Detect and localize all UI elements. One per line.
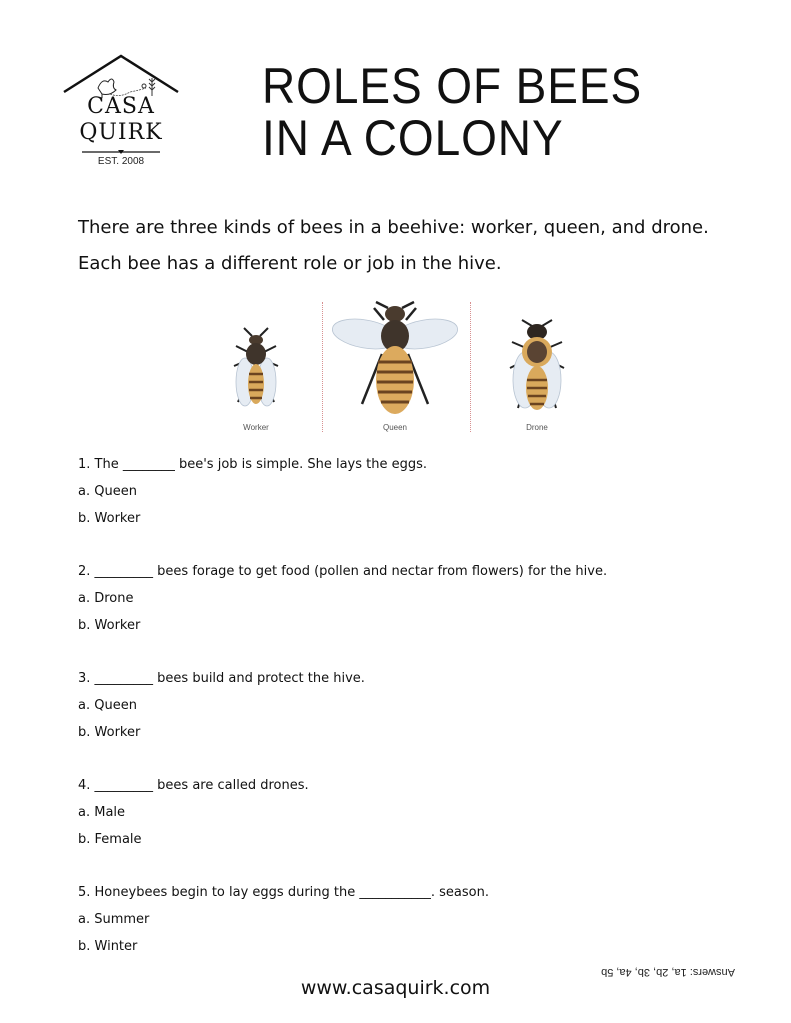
question-5 (78, 883, 607, 964)
answer-key-upside-down: Answers: 1a, 2b, 3b, 4a, 5b (601, 966, 735, 978)
option-a: a. Queen (78, 698, 137, 713)
option-b: b. Worker (78, 618, 141, 633)
bee-label-drone: Drone (526, 423, 548, 432)
bee-label-queen: Queen (382, 423, 408, 432)
option-b: b. Winter (78, 939, 138, 954)
question-stem: 4. _________ bees are called drones. (78, 778, 309, 793)
question-3 (78, 669, 607, 776)
question-stem: 2. _________ bees forage to get food (pollen and nectar from flowers) for the hive. (78, 564, 608, 579)
question-1 (78, 455, 607, 562)
logo-text-quirk: QUIRK (79, 120, 163, 145)
queen-bee-icon (330, 296, 460, 420)
question-stem: 3. _________ bees build and protect the hive. (78, 671, 365, 686)
page-title (262, 60, 642, 164)
divider-left (322, 302, 323, 432)
intro-line-2: Each bee has a different role or job in the hive. (78, 253, 502, 274)
bee-illustration (220, 296, 590, 436)
drone-bee-icon (506, 318, 568, 420)
logo-established: EST. 2008 (97, 156, 145, 167)
bee-label-worker: Worker (243, 423, 269, 432)
casa-quirk-logo (60, 52, 182, 172)
option-a: a. Summer (78, 912, 150, 927)
title-line-1: ROLES OF BEES (262, 58, 643, 114)
logo-text-casa: CASA (87, 94, 155, 119)
option-b: b. Worker (78, 725, 141, 740)
intro-text (78, 210, 709, 282)
option-b: b. Female (78, 832, 142, 847)
website-link[interactable]: www.casaquirk.com (300, 977, 491, 999)
question-4 (78, 776, 607, 883)
question-stem: 1. The ________ bee's job is simple. She lays the eggs. (78, 457, 428, 472)
option-a: a. Male (78, 805, 126, 820)
question-2 (78, 562, 607, 669)
quiz-questions (78, 455, 607, 964)
intro-line-1: There are three kinds of bees in a beehive: worker, queen, and drone. (78, 217, 709, 238)
question-stem: 5. Honeybees begin to lay eggs during the ___________. season. (78, 885, 489, 900)
worker-bee-icon (228, 324, 284, 420)
option-a: a. Queen (78, 484, 137, 499)
title-line-2: IN A COLONY (262, 110, 564, 166)
option-b: b. Worker (78, 511, 141, 526)
option-a: a. Drone (78, 591, 134, 606)
divider-right (470, 302, 471, 432)
